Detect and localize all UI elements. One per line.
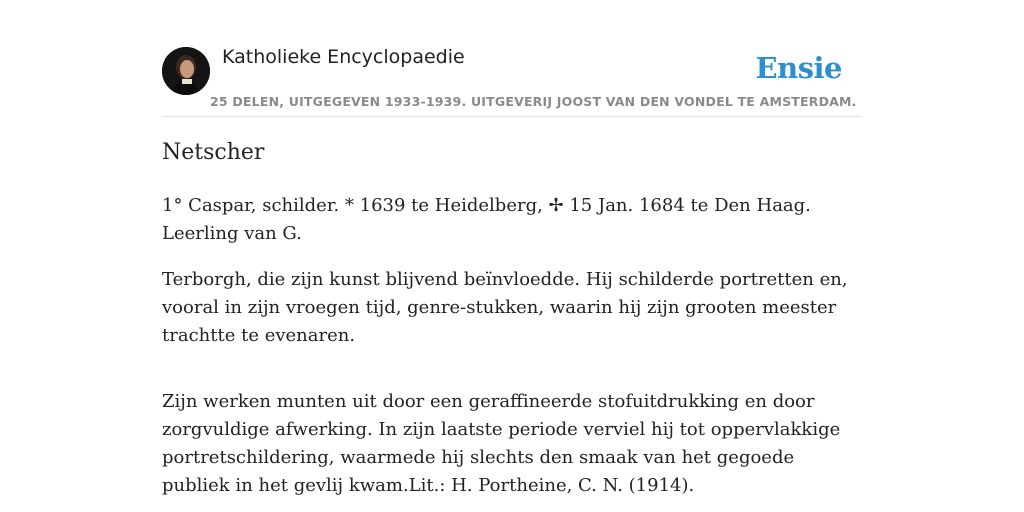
publication-avatar[interactable] [162,47,210,95]
article-title: Netscher [162,140,265,165]
article-paragraph: Terborgh, die zijn kunst blijvend beïnvloedde. Hij schilderde portretten en, vooral in zijn vroegen tijd, genre-stukken, waarin hij zijn grooten meester trachtte te evenaren. [162,269,848,346]
portrait-icon [162,47,210,95]
article-paragraph: 1° Caspar, schilder. * 1639 te Heidelberg, ✢ 15 Jan. 1684 te Den Haag. Leerling van G. [162,195,811,244]
publication-subtitle: 25 DELEN, UITGEGEVEN 1933-1939. UITGEVERIJ JOOST VAN DEN VONDEL TE AMSTERDAM. [210,94,857,109]
publication-title[interactable]: Katholieke Encyclopaedie [222,46,465,68]
article-paragraph: Zijn werken munten uit door een geraffineerde stofuitdrukking en door zorgvuldige afwerking. In zijn laatste periode verviel hij tot oppervlakkige portretschildering, waarmede hij slechts den smaak van het gegoede publiek in het gevlij kwam.Lit.: H. Portheine, C. N. (1914). [162,391,841,496]
brand-logo-link[interactable]: Ensie [755,51,842,85]
article-body [162,192,852,512]
publication-header [162,0,862,117]
page-container [162,0,862,496]
